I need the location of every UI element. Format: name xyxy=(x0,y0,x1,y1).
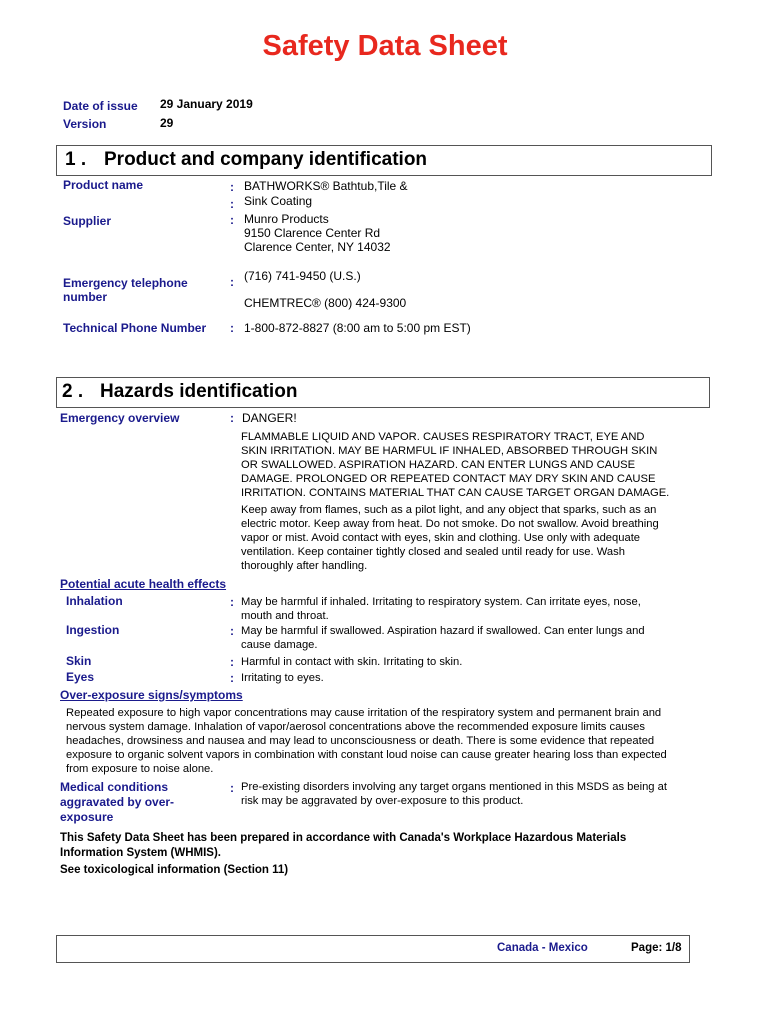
overexposure-line: exposure to organic solvent vapors in combination with constant loud noise can cause greater hearing loss than expected xyxy=(66,749,667,761)
footer-page-number: Page: 1/8 xyxy=(631,942,682,954)
supplier-label: Supplier xyxy=(63,214,112,228)
precautionary-statements xyxy=(241,503,659,573)
supplier-line-3: Clarence Center, NY 14032 xyxy=(244,240,391,254)
product-name-line-1: BATHWORKS® Bathtub,Tile & xyxy=(244,179,408,193)
section-1-header xyxy=(56,145,712,176)
section-1-title: Product and company identification xyxy=(104,149,428,170)
ingestion-label: Ingestion xyxy=(66,623,120,637)
medical-conditions-label xyxy=(60,780,174,825)
section-2-title: Hazards identification xyxy=(100,381,298,402)
medical-conditions-text xyxy=(241,780,667,808)
acute-health-effects-heading: Potential acute health effects xyxy=(60,577,227,591)
hazard-line: FLAMMABLE LIQUID AND VAPOR. CAUSES RESPIRATORY TRACT, EYE AND xyxy=(241,431,645,443)
inhalation-line: mouth and throat. xyxy=(241,610,329,622)
colon: : xyxy=(230,655,234,669)
medical-label-line: aggravated by over- xyxy=(60,795,175,809)
colon: : xyxy=(230,671,234,685)
precaution-line: vapor or mist. Avoid contact with eyes, skin and clothing. Use only with adequate xyxy=(241,532,641,544)
emergency-telephone-label-1: Emergency telephone xyxy=(63,276,188,290)
inhalation-text xyxy=(241,595,641,623)
medical-line: risk may be aggravated by over-exposure to this product. xyxy=(241,795,524,807)
section-2-header xyxy=(56,377,710,408)
version-value: 29 xyxy=(160,116,174,130)
precaution-line: Keep away from flames, such as a pilot light, and any object that sparks, such as an xyxy=(241,504,657,516)
technical-phone-label: Technical Phone Number xyxy=(63,321,207,335)
emergency-phone-us: (716) 741-9450 (U.S.) xyxy=(244,269,361,283)
colon: : xyxy=(230,781,234,795)
inhalation-line: May be harmful if inhaled. Irritating to respiratory system. Can irritate eyes, nose, xyxy=(241,596,641,608)
hazard-line: SKIN IRRITATION. MAY BE HARMFUL IF INHALED, ABSORBED THROUGH SKIN xyxy=(241,445,658,457)
ingestion-line: May be harmful if swallowed. Aspiration hazard if swallowed. Can enter lungs and xyxy=(241,625,645,637)
section-2-number: 2 . xyxy=(62,381,84,402)
overexposure-line: Repeated exposure to high vapor concentrations may cause irritation of the respiratory system and permanent brain and xyxy=(66,707,662,719)
ingestion-text xyxy=(241,624,645,652)
colon: : xyxy=(230,321,234,335)
overexposure-line: from exposure to noise alone. xyxy=(66,763,214,775)
precaution-line: ventilation. Keep container tightly closed and sealed until ready for use. Wash xyxy=(241,546,625,558)
document-title: Safety Data Sheet xyxy=(262,30,508,62)
date-of-issue-label: Date of issue xyxy=(63,99,138,113)
colon: : xyxy=(230,595,234,609)
danger-text: DANGER! xyxy=(242,411,297,425)
product-name-label: Product name xyxy=(63,178,144,192)
emergency-overview-label: Emergency overview xyxy=(60,411,180,425)
colon: : xyxy=(230,180,234,194)
hazard-statements xyxy=(241,430,669,500)
ingestion-line: cause damage. xyxy=(241,639,318,651)
colon: : xyxy=(230,197,234,211)
hazard-line: IRRITATION. CONTAINS MATERIAL THAT CAN CAUSE TARGET ORGAN DAMAGE. xyxy=(241,487,670,499)
date-of-issue-value: 29 January 2019 xyxy=(160,97,253,111)
skin-label: Skin xyxy=(66,654,92,668)
technical-phone-value: 1-800-872-8827 (8:00 am to 5:00 pm EST) xyxy=(244,321,471,335)
whmis-statement xyxy=(60,831,626,861)
emergency-telephone-label-2: number xyxy=(63,290,108,304)
footer-region: Canada - Mexico xyxy=(497,942,588,954)
overexposure-line: headaches, drowsiness and nausea and may lead to unconsciousness or death. There is some evidence that repeated xyxy=(66,735,655,747)
whmis-line: Information System (WHMIS). xyxy=(60,847,222,859)
skin-text: Harmful in contact with skin. Irritating to skin. xyxy=(241,656,463,668)
inhalation-label: Inhalation xyxy=(66,594,123,608)
supplier-line-1: Munro Products xyxy=(244,212,329,226)
version-label: Version xyxy=(63,117,107,131)
overexposure-text xyxy=(66,706,667,776)
colon: : xyxy=(230,213,234,227)
colon: : xyxy=(230,411,234,425)
hazard-line: DAMAGE. PROLONGED OR REPEATED CONTACT MAY DRY SKIN AND CAUSE xyxy=(241,473,656,485)
section-1-number: 1 . xyxy=(65,149,87,170)
product-name-line-2: Sink Coating xyxy=(244,194,313,208)
medical-label-line: Medical conditions xyxy=(60,780,169,794)
eyes-label: Eyes xyxy=(66,670,95,684)
precaution-line: electric motor. Keep away from heat. Do not smoke. Do not swallow. Avoid breathing xyxy=(241,518,659,530)
precaution-line: thoroughly after handling. xyxy=(241,560,368,572)
medical-line: Pre-existing disorders involving any target organs mentioned in this MSDS as being at xyxy=(241,781,667,793)
emergency-phone-chemtrec: CHEMTREC® (800) 424-9300 xyxy=(244,296,407,310)
colon: : xyxy=(230,624,234,638)
whmis-line: This Safety Data Sheet has been prepared in accordance with Canada's Workplace Hazardous Materials xyxy=(60,832,627,844)
colon: : xyxy=(230,275,234,289)
page-footer xyxy=(56,935,690,963)
eyes-text: Irritating to eyes. xyxy=(241,672,324,684)
see-toxicological-info: See toxicological information (Section 11) xyxy=(60,864,289,876)
overexposure-line: nervous system damage. Inhalation of vapor/aerosol concentrations above the recommended exposure limits causes xyxy=(66,721,645,733)
supplier-line-2: 9150 Clarence Center Rd xyxy=(244,226,381,240)
hazard-line: OR SWALLOWED. ASPIRATION HAZARD. CAN ENTER LUNGS AND CAUSE xyxy=(241,459,636,471)
overexposure-heading: Over-exposure signs/symptoms xyxy=(60,688,243,702)
medical-label-line: exposure xyxy=(60,810,114,824)
